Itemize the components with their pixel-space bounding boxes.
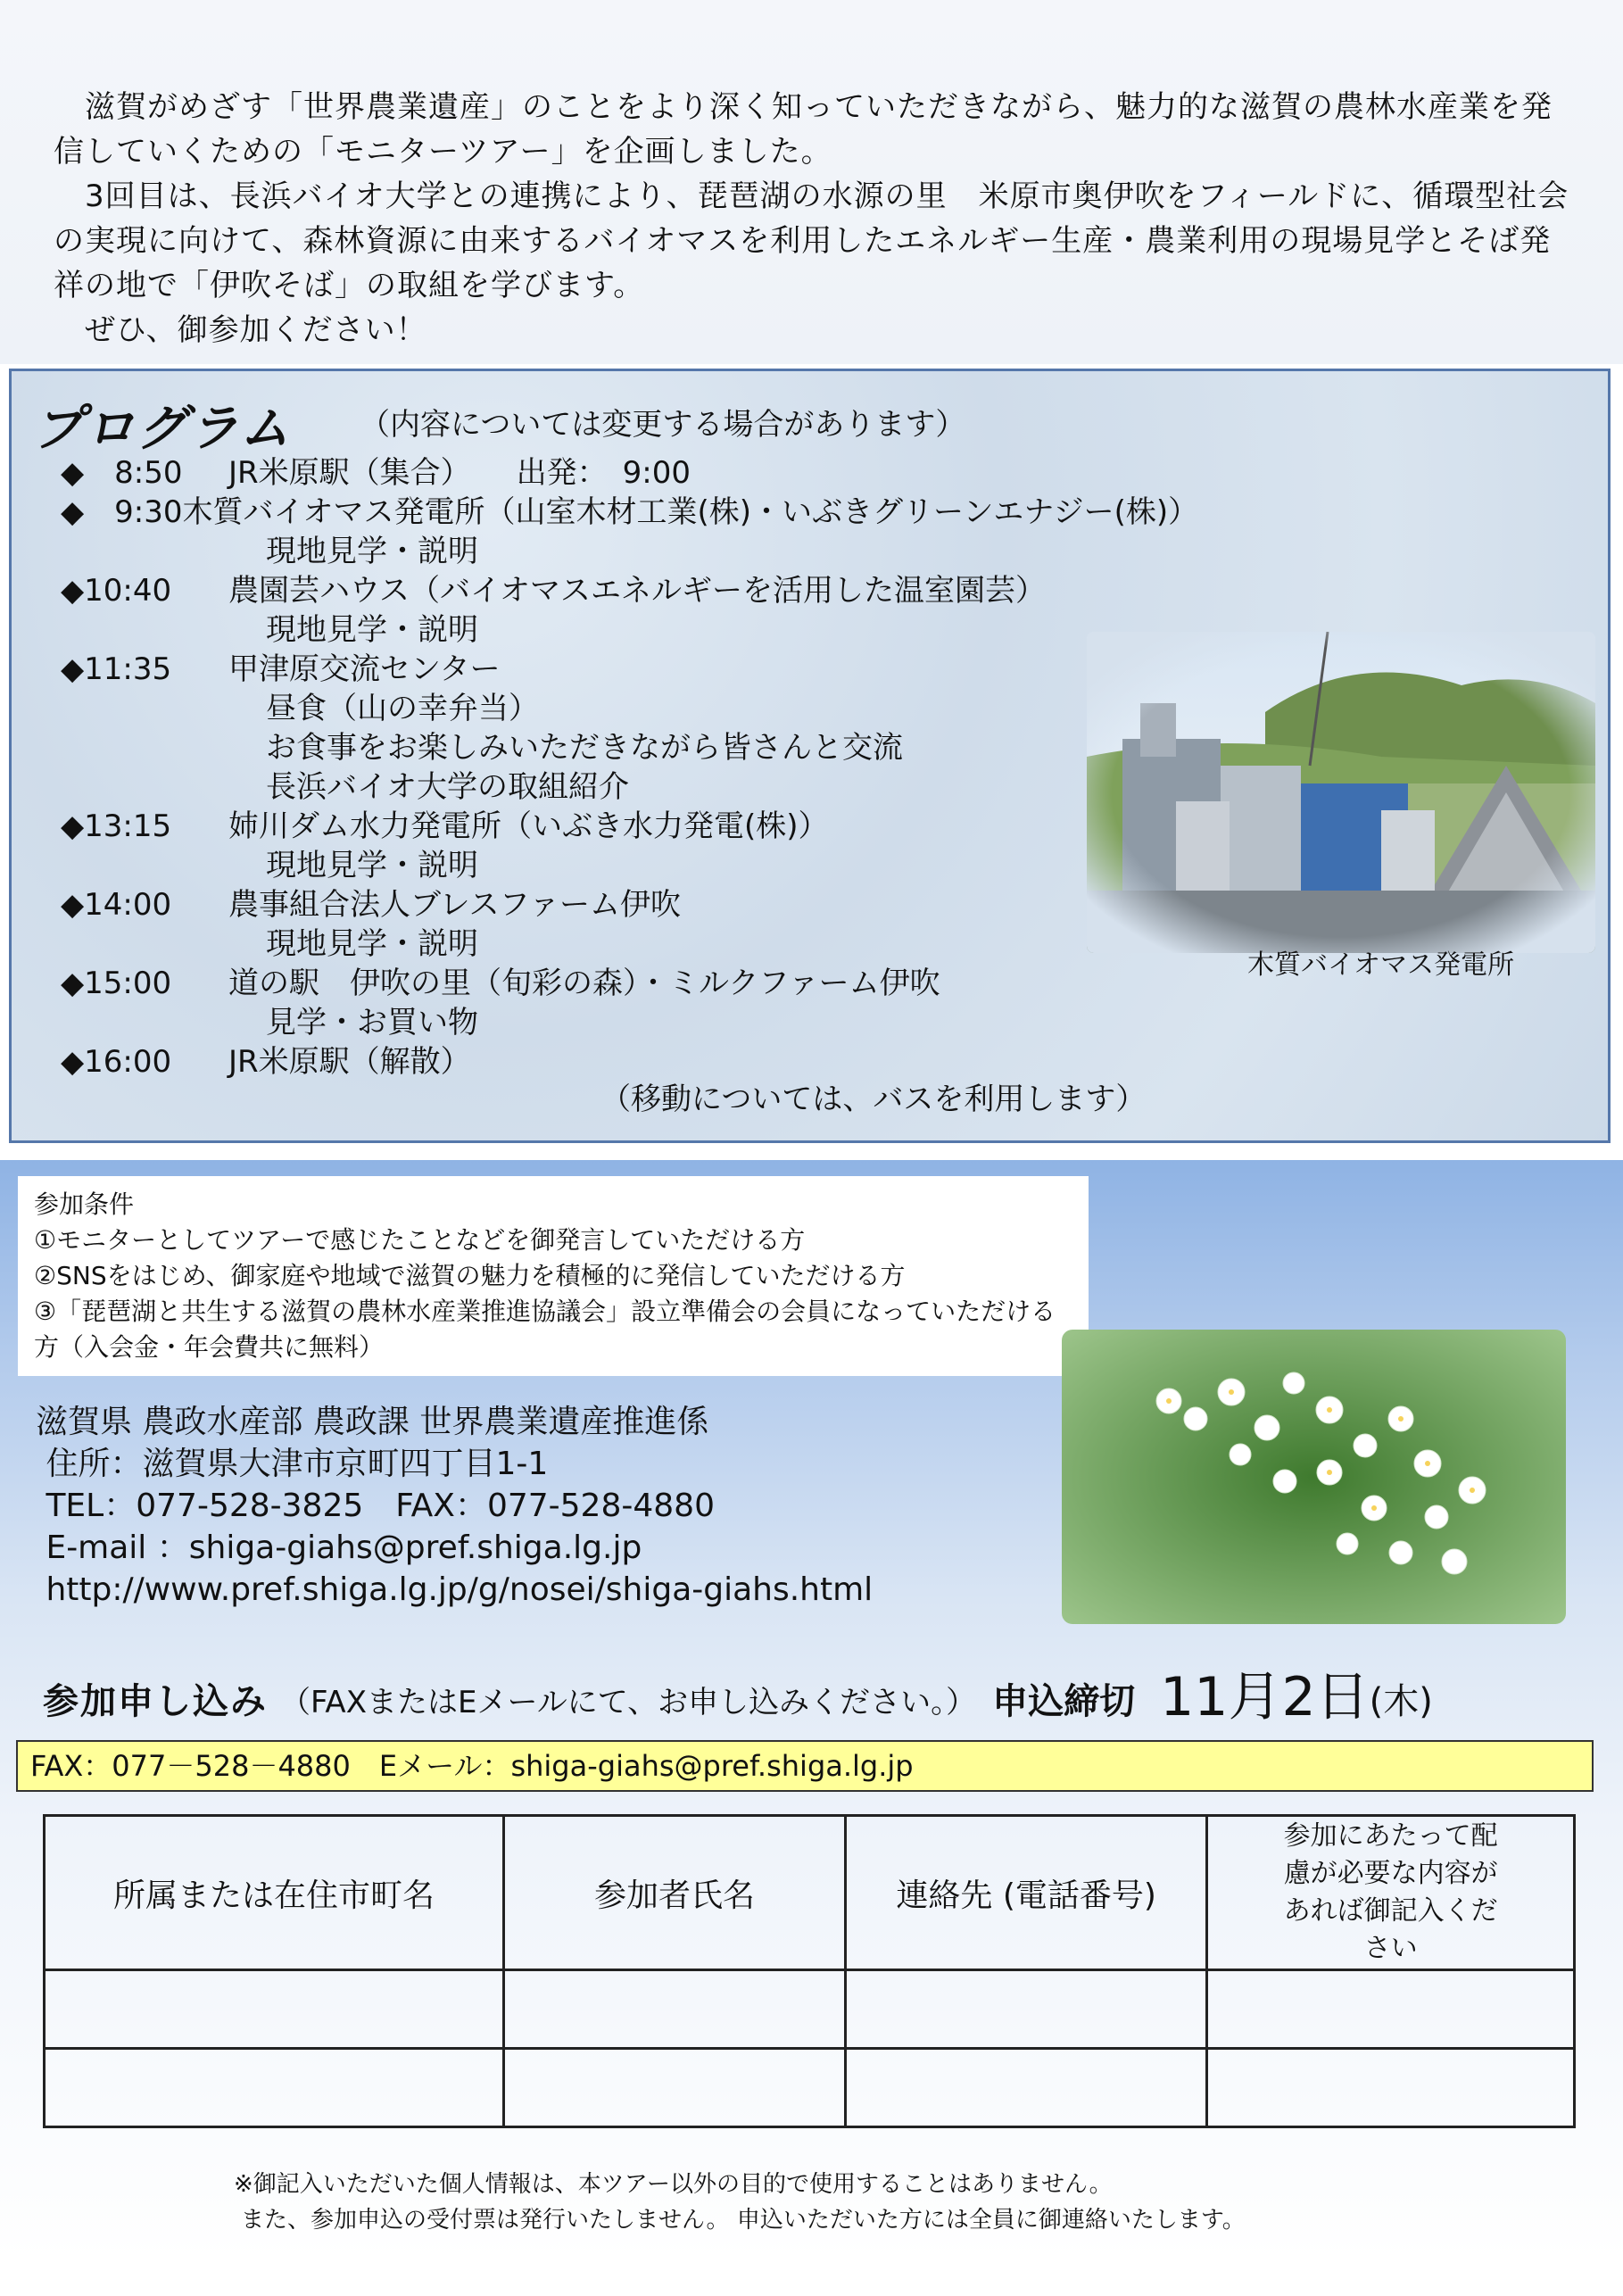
schedule-row (61, 571, 1131, 610)
phone-cell[interactable] (846, 1970, 1207, 2049)
intro-paragraph: 滋賀がめざす「世界農業遺産」のことをより深く知っていただきながら、魅力的な滋賀の農林水産業を発信していくための「モニターツアー」を企画しました。 (54, 89, 1553, 170)
deadline-day: (木) (1369, 1681, 1433, 1722)
intro-text (54, 85, 1570, 352)
schedule-detail: 昼食（山の幸弁当） (266, 691, 539, 726)
schedule-row (61, 807, 1131, 846)
schedule-time: ◆10:40 (61, 573, 172, 609)
privacy-footnote (234, 2167, 1246, 2238)
schedule-detail: 現地見学・説明 (266, 848, 478, 883)
schedule-time: ◆ 8:50 (61, 455, 183, 491)
program-title: プログラム (33, 400, 292, 458)
schedule-item: 道の駅 伊吹の里（旬彩の森）・ミルクファーム伊吹 (228, 966, 940, 1001)
schedule-time: ◆14:00 (61, 887, 172, 923)
schedule-time: ◆11:35 (61, 651, 172, 687)
schedule-time: ◆13:15 (61, 808, 172, 844)
contact-block (36, 1401, 873, 1611)
application-form-table (43, 1814, 1576, 2128)
participant-name-cell[interactable] (503, 1970, 845, 2049)
contact-url[interactable]: http://www.pref.shiga.lg.jp/g/nosei/shiga-giahs.html (36, 1571, 874, 1608)
intro-section (0, 0, 1623, 364)
apply-heading (43, 1662, 1595, 1728)
schedule-item: 姉川ダム水力発電所（いぶき水力発電(株)） (228, 808, 829, 844)
phone-cell[interactable] (846, 2049, 1207, 2127)
schedule-list (61, 453, 1199, 1082)
schedule-row (61, 964, 1131, 1003)
header-special-needs (1207, 1816, 1575, 1970)
condition-item: ①モニターとしてツアーで感じたことなどを御発言していただける方 (34, 1225, 806, 1255)
schedule-item: JR米原駅（解散） (228, 1044, 471, 1080)
apply-label: 参加申し込み (43, 1681, 268, 1722)
buckwheat-flower-photo (1062, 1330, 1566, 1624)
schedule-detail: 現地見学・説明 (266, 926, 478, 962)
apply-note: （FAXまたはEメールにて、お申し込みください。） (280, 1685, 977, 1720)
schedule-detail: 現地見学・説明 (266, 534, 478, 569)
schedule-time: ◆16:00 (61, 1044, 172, 1080)
header-affiliation: 所属または在住市町名 (45, 1816, 504, 1970)
header-phone: 連絡先 (電話番号) (846, 1816, 1207, 1970)
affiliation-cell[interactable] (45, 2049, 504, 2127)
form-entry-row (45, 1970, 1575, 2049)
deadline-label: 申込締切 (992, 1681, 1136, 1722)
photo-caption: 木質バイオマス発電所 (1247, 949, 1515, 981)
contact-address: 住所：滋賀県大津市京町四丁目1-1 (36, 1446, 549, 1482)
condition-item: ③「琵琶湖と共生する滋賀の農林水産業推進協議会」設立準備会の会員になっていただける方（入会金・年会費共に無料） (34, 1297, 1056, 1362)
schedule-item: JR米原駅（集合） 出発： 9:00 (228, 455, 691, 491)
special-needs-cell[interactable] (1207, 1970, 1575, 2049)
form-entry-row (45, 2049, 1575, 2127)
schedule-time: ◆ 9:30 (61, 494, 183, 530)
schedule-item: 甲津原交流センター (228, 651, 501, 687)
conditions-box (18, 1176, 1089, 1376)
footnote-line-1: ※御記入いただいた個人情報は、本ツアー以外の目的で使用することはありません。 (234, 2171, 1113, 2198)
program-note: （内容については変更する場合があります） (360, 407, 966, 443)
header-participant-name: 参加者氏名 (503, 1816, 845, 1970)
condition-item: ②SNSをはじめ、御家庭や地域で滋賀の魅力を積極的に発信していただける方 (34, 1261, 906, 1290)
schedule-row (61, 650, 1131, 689)
special-needs-cell[interactable] (1207, 2049, 1575, 2127)
contact-tel-fax: TEL：077-528-3825 FAX：077-528-4880 (36, 1488, 715, 1524)
program-box (9, 369, 1611, 1143)
schedule-row (61, 885, 1131, 924)
schedule-time: ◆15:00 (61, 966, 172, 1001)
schedule-row (61, 453, 1131, 493)
participant-name-cell[interactable] (503, 2049, 845, 2127)
schedule-row (61, 493, 1199, 532)
intro-paragraph: ぜひ、御参加ください！ (54, 312, 427, 348)
intro-paragraph: 3回目は、長浜バイオ大学との連携により、琵琶湖の水源の里 米原市奥伊吹をフィールドに、循環型社会の実現に向けて、森林資源に由来するバイオマスを利用したエネルギー生産・農業利用の現場見学とそば発祥の地で「伊吹そば」の取組を学びます。 (54, 178, 1569, 303)
schedule-item: 農園芸ハウス（バイオマスエネルギーを活用した温室園芸） (228, 573, 1046, 609)
schedule-detail: 長浜バイオ大学の取組紹介 (266, 769, 629, 805)
schedule-item: 農事組合法人ブレスファーム伊吹 (228, 887, 681, 923)
fax-email-bar: FAX：077－528－4880 Eメール：shiga-giahs@pref.shiga.lg.jp (16, 1740, 1594, 1792)
contact-org: 滋賀県 農政水産部 農政課 世界農業遺産推進係 (36, 1404, 709, 1440)
contact-email[interactable]: E-mail ：shiga-giahs@pref.shiga.lg.jp (36, 1529, 642, 1566)
schedule-detail: 現地見学・説明 (266, 612, 478, 648)
biomass-plant-photo (1087, 632, 1595, 953)
schedule-detail: お食事をお楽しみいただきながら皆さんと交流 (266, 730, 903, 766)
affiliation-cell[interactable] (45, 1970, 504, 2049)
transport-note: （移動については、バスを利用します） (600, 1082, 1147, 1117)
schedule-detail: 見学・お買い物 (266, 1005, 478, 1040)
schedule-item: 木質バイオマス発電所（山室木材工業(株)・いぶきグリーンエナジー(株)） (182, 494, 1199, 530)
form-header-row (45, 1816, 1575, 1970)
conditions-title: 参加条件 (34, 1189, 135, 1219)
header-special-needs-text: 参加にあたって配慮が必要な内容があれば御記入ください (1283, 1820, 1498, 1964)
footnote-line-2: また、参加申込の受付票は発行いたしません。 申込いただいた方には全員に御連絡いたします。 (241, 2207, 1246, 2234)
deadline-date: 11月2日 (1160, 1666, 1370, 1728)
